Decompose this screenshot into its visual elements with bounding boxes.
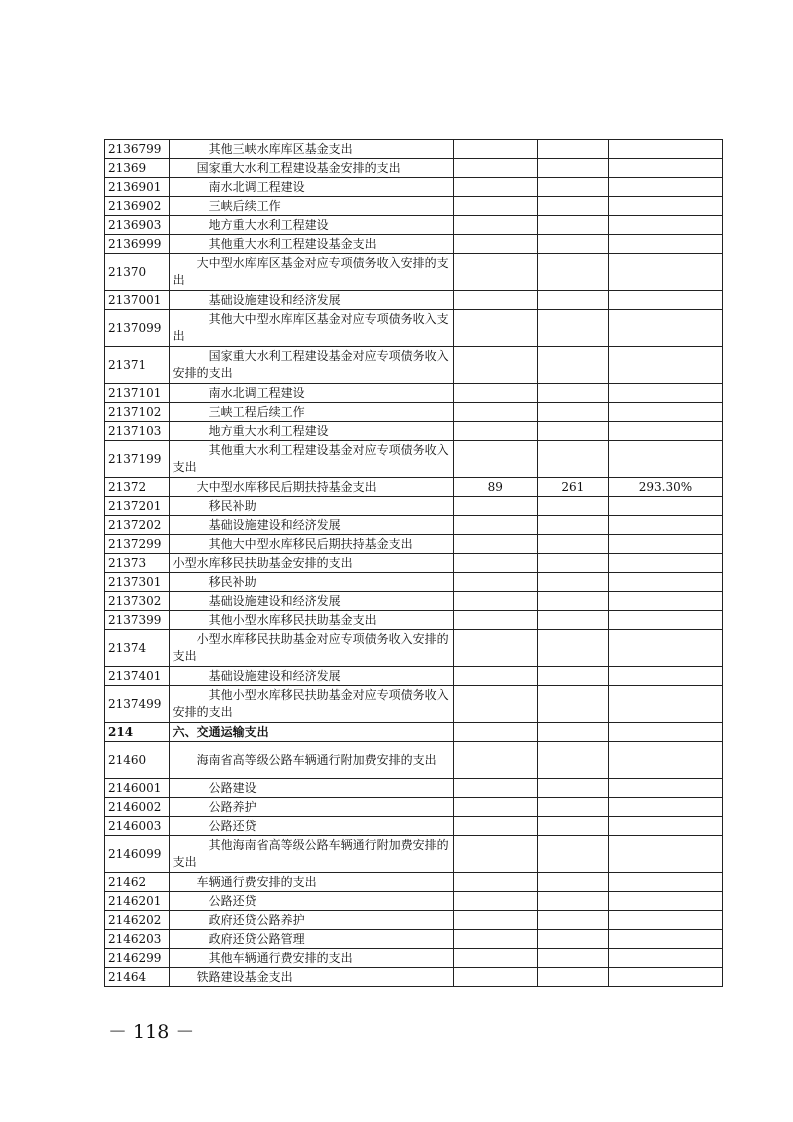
code-cell: 21464: [105, 968, 170, 987]
code-cell: 2136999: [105, 235, 170, 254]
prior-year-value-cell: [453, 573, 537, 592]
growth-rate-cell: [608, 291, 722, 310]
table-row: [105, 798, 723, 817]
code-cell: 2137099: [105, 310, 170, 347]
table-row: [105, 779, 723, 798]
code-cell: 21370: [105, 254, 170, 291]
code-cell: 2137302: [105, 592, 170, 611]
prior-year-value-cell: [453, 798, 537, 817]
prior-year-value-cell: [453, 291, 537, 310]
code-cell: 2137201: [105, 497, 170, 516]
prior-year-value-cell: [453, 516, 537, 535]
code-cell: 21372: [105, 478, 170, 497]
growth-rate-cell: [608, 310, 722, 347]
item-name-cell: 其他三峡水库库区基金支出: [169, 140, 453, 159]
prior-year-value-cell: [453, 667, 537, 686]
code-cell: 21462: [105, 873, 170, 892]
growth-rate-cell: [608, 384, 722, 403]
growth-rate-cell: 293.30%: [608, 478, 722, 497]
item-name-cell: 小型水库移民扶助基金对应专项债务收入安排的支出: [169, 630, 453, 667]
item-name-cell: 其他大中型水库库区基金对应专项债务收入支出: [169, 310, 453, 347]
current-value-cell: [537, 516, 608, 535]
growth-rate-cell: [608, 197, 722, 216]
prior-year-value-cell: [453, 836, 537, 873]
table-row: [105, 686, 723, 723]
code-cell: 2137401: [105, 667, 170, 686]
item-name-cell: 政府还贷公路管理: [169, 930, 453, 949]
item-name-cell: 小型水库移民扶助基金安排的支出: [169, 554, 453, 573]
prior-year-value-cell: [453, 554, 537, 573]
current-value-cell: [537, 968, 608, 987]
table-row: [105, 403, 723, 422]
prior-year-value-cell: [453, 178, 537, 197]
growth-rate-cell: [608, 742, 722, 779]
prior-year-value-cell: [453, 197, 537, 216]
item-name-cell: 地方重大水利工程建设: [169, 216, 453, 235]
item-name-cell: 三峡后续工作: [169, 197, 453, 216]
current-value-cell: [537, 254, 608, 291]
table-row: [105, 873, 723, 892]
current-value-cell: [537, 441, 608, 478]
current-value-cell: [537, 779, 608, 798]
table-row: [105, 384, 723, 403]
code-cell: 2146001: [105, 779, 170, 798]
prior-year-value-cell: [453, 911, 537, 930]
growth-rate-cell: [608, 403, 722, 422]
table-row: [105, 516, 723, 535]
page-number: － 118 －: [108, 1021, 195, 1043]
current-value-cell: [537, 554, 608, 573]
growth-rate-cell: [608, 779, 722, 798]
item-name-cell: 国家重大水利工程建设基金安排的支出: [169, 159, 453, 178]
prior-year-value-cell: 89: [453, 478, 537, 497]
current-value-cell: [537, 291, 608, 310]
code-cell: 2146202: [105, 911, 170, 930]
item-name-cell: 基础设施建设和经济发展: [169, 592, 453, 611]
growth-rate-cell: [608, 817, 722, 836]
growth-rate-cell: [608, 216, 722, 235]
code-cell: 2136901: [105, 178, 170, 197]
growth-rate-cell: [608, 968, 722, 987]
growth-rate-cell: [608, 686, 722, 723]
table-row: [105, 140, 723, 159]
item-name-cell: 六、交通运输支出: [169, 723, 453, 742]
item-name-cell: 其他大中型水库移民后期扶持基金支出: [169, 535, 453, 554]
growth-rate-cell: [608, 873, 722, 892]
item-name-cell: 海南省高等级公路车辆通行附加费安排的支出: [169, 742, 453, 779]
item-name-cell: 地方重大水利工程建设: [169, 422, 453, 441]
prior-year-value-cell: [453, 968, 537, 987]
prior-year-value-cell: [453, 216, 537, 235]
table-row: [105, 422, 723, 441]
current-value-cell: [537, 592, 608, 611]
table-row: [105, 930, 723, 949]
growth-rate-cell: [608, 573, 722, 592]
table-row: [105, 573, 723, 592]
current-value-cell: [537, 497, 608, 516]
current-value-cell: [537, 892, 608, 911]
growth-rate-cell: [608, 347, 722, 384]
item-name-cell: 公路养护: [169, 798, 453, 817]
item-name-cell: 车辆通行费安排的支出: [169, 873, 453, 892]
current-value-cell: [537, 384, 608, 403]
item-name-cell: 国家重大水利工程建设基金对应专项债务收入安排的支出: [169, 347, 453, 384]
current-value-cell: [537, 611, 608, 630]
growth-rate-cell: [608, 892, 722, 911]
code-cell: 2136902: [105, 197, 170, 216]
item-name-cell: 基础设施建设和经济发展: [169, 291, 453, 310]
code-cell: 2136799: [105, 140, 170, 159]
code-cell: 2137101: [105, 384, 170, 403]
prior-year-value-cell: [453, 723, 537, 742]
code-cell: 2137301: [105, 573, 170, 592]
code-cell: 21460: [105, 742, 170, 779]
item-name-cell: 大中型水库移民后期扶持基金支出: [169, 478, 453, 497]
current-value-cell: [537, 216, 608, 235]
table-row: [105, 667, 723, 686]
current-value-cell: [537, 403, 608, 422]
table-row: [105, 817, 723, 836]
table-row: [105, 592, 723, 611]
prior-year-value-cell: [453, 686, 537, 723]
table-row: [105, 254, 723, 291]
prior-year-value-cell: [453, 611, 537, 630]
current-value-cell: [537, 798, 608, 817]
growth-rate-cell: [608, 422, 722, 441]
current-value-cell: [537, 949, 608, 968]
item-name-cell: 其他重大水利工程建设基金对应专项债务收入支出: [169, 441, 453, 478]
current-value-cell: [537, 535, 608, 554]
table-body: [105, 140, 723, 987]
growth-rate-cell: [608, 930, 722, 949]
table-row: [105, 216, 723, 235]
table-row: [105, 159, 723, 178]
code-cell: 2137001: [105, 291, 170, 310]
current-value-cell: [537, 723, 608, 742]
prior-year-value-cell: [453, 779, 537, 798]
growth-rate-cell: [608, 554, 722, 573]
growth-rate-cell: [608, 611, 722, 630]
growth-rate-cell: [608, 911, 722, 930]
item-name-cell: 其他小型水库移民扶助基金支出: [169, 611, 453, 630]
item-name-cell: 政府还贷公路养护: [169, 911, 453, 930]
code-cell: 214: [105, 723, 170, 742]
item-name-cell: 移民补助: [169, 573, 453, 592]
growth-rate-cell: [608, 178, 722, 197]
current-value-cell: [537, 817, 608, 836]
current-value-cell: [537, 742, 608, 779]
code-cell: 2146299: [105, 949, 170, 968]
code-cell: 2146002: [105, 798, 170, 817]
code-cell: 21374: [105, 630, 170, 667]
table-row: [105, 310, 723, 347]
item-name-cell: 其他海南省高等级公路车辆通行附加费安排的支出: [169, 836, 453, 873]
table-row: [105, 535, 723, 554]
prior-year-value-cell: [453, 347, 537, 384]
code-cell: 2146201: [105, 892, 170, 911]
item-name-cell: 基础设施建设和经济发展: [169, 667, 453, 686]
prior-year-value-cell: [453, 422, 537, 441]
prior-year-value-cell: [453, 535, 537, 554]
prior-year-value-cell: [453, 159, 537, 178]
current-value-cell: [537, 310, 608, 347]
code-cell: 2137202: [105, 516, 170, 535]
current-value-cell: [537, 836, 608, 873]
table-row: [105, 197, 723, 216]
table-row: [105, 949, 723, 968]
table-row: [105, 291, 723, 310]
table-row: [105, 497, 723, 516]
prior-year-value-cell: [453, 384, 537, 403]
current-value-cell: [537, 178, 608, 197]
growth-rate-cell: [608, 535, 722, 554]
item-name-cell: 大中型水库库区基金对应专项债务收入安排的支出: [169, 254, 453, 291]
current-value-cell: [537, 630, 608, 667]
code-cell: 2146099: [105, 836, 170, 873]
item-name-cell: 公路建设: [169, 779, 453, 798]
table-row: [105, 723, 723, 742]
growth-rate-cell: [608, 630, 722, 667]
growth-rate-cell: [608, 949, 722, 968]
growth-rate-cell: [608, 667, 722, 686]
table-row: [105, 347, 723, 384]
table-row: [105, 235, 723, 254]
table-row: [105, 611, 723, 630]
current-value-cell: [537, 347, 608, 384]
code-cell: 21369: [105, 159, 170, 178]
table-row: [105, 742, 723, 779]
growth-rate-cell: [608, 592, 722, 611]
budget-table: [104, 139, 723, 987]
table-row: [105, 630, 723, 667]
item-name-cell: 南水北调工程建设: [169, 178, 453, 197]
item-name-cell: 三峡工程后续工作: [169, 403, 453, 422]
code-cell: 21371: [105, 347, 170, 384]
prior-year-value-cell: [453, 140, 537, 159]
growth-rate-cell: [608, 723, 722, 742]
item-name-cell: 其他小型水库移民扶助基金对应专项债务收入安排的支出: [169, 686, 453, 723]
current-value-cell: 261: [537, 478, 608, 497]
prior-year-value-cell: [453, 254, 537, 291]
current-value-cell: [537, 911, 608, 930]
growth-rate-cell: [608, 235, 722, 254]
current-value-cell: [537, 930, 608, 949]
prior-year-value-cell: [453, 930, 537, 949]
current-value-cell: [537, 140, 608, 159]
prior-year-value-cell: [453, 592, 537, 611]
growth-rate-cell: [608, 497, 722, 516]
growth-rate-cell: [608, 516, 722, 535]
table-row: [105, 892, 723, 911]
current-value-cell: [537, 573, 608, 592]
code-cell: 2137499: [105, 686, 170, 723]
item-name-cell: 其他重大水利工程建设基金支出: [169, 235, 453, 254]
growth-rate-cell: [608, 140, 722, 159]
growth-rate-cell: [608, 254, 722, 291]
table-row: [105, 478, 723, 497]
table-row: [105, 836, 723, 873]
table-row: [105, 441, 723, 478]
prior-year-value-cell: [453, 441, 537, 478]
prior-year-value-cell: [453, 403, 537, 422]
item-name-cell: 移民补助: [169, 497, 453, 516]
current-value-cell: [537, 686, 608, 723]
current-value-cell: [537, 667, 608, 686]
current-value-cell: [537, 159, 608, 178]
current-value-cell: [537, 422, 608, 441]
code-cell: 2137299: [105, 535, 170, 554]
current-value-cell: [537, 873, 608, 892]
current-value-cell: [537, 197, 608, 216]
table-row: [105, 178, 723, 197]
code-cell: 2137102: [105, 403, 170, 422]
growth-rate-cell: [608, 836, 722, 873]
item-name-cell: 南水北调工程建设: [169, 384, 453, 403]
prior-year-value-cell: [453, 949, 537, 968]
item-name-cell: 公路还贷: [169, 817, 453, 836]
prior-year-value-cell: [453, 497, 537, 516]
prior-year-value-cell: [453, 817, 537, 836]
prior-year-value-cell: [453, 892, 537, 911]
code-cell: 2136903: [105, 216, 170, 235]
code-cell: 21373: [105, 554, 170, 573]
growth-rate-cell: [608, 441, 722, 478]
prior-year-value-cell: [453, 235, 537, 254]
table-row: [105, 968, 723, 987]
current-value-cell: [537, 235, 608, 254]
code-cell: 2137199: [105, 441, 170, 478]
growth-rate-cell: [608, 798, 722, 817]
item-name-cell: 基础设施建设和经济发展: [169, 516, 453, 535]
code-cell: 2137399: [105, 611, 170, 630]
item-name-cell: 其他车辆通行费安排的支出: [169, 949, 453, 968]
code-cell: 2137103: [105, 422, 170, 441]
prior-year-value-cell: [453, 873, 537, 892]
prior-year-value-cell: [453, 742, 537, 779]
table-row: [105, 911, 723, 930]
prior-year-value-cell: [453, 630, 537, 667]
item-name-cell: 公路还贷: [169, 892, 453, 911]
code-cell: 2146003: [105, 817, 170, 836]
item-name-cell: 铁路建设基金支出: [169, 968, 453, 987]
prior-year-value-cell: [453, 310, 537, 347]
table-row: [105, 554, 723, 573]
growth-rate-cell: [608, 159, 722, 178]
code-cell: 2146203: [105, 930, 170, 949]
